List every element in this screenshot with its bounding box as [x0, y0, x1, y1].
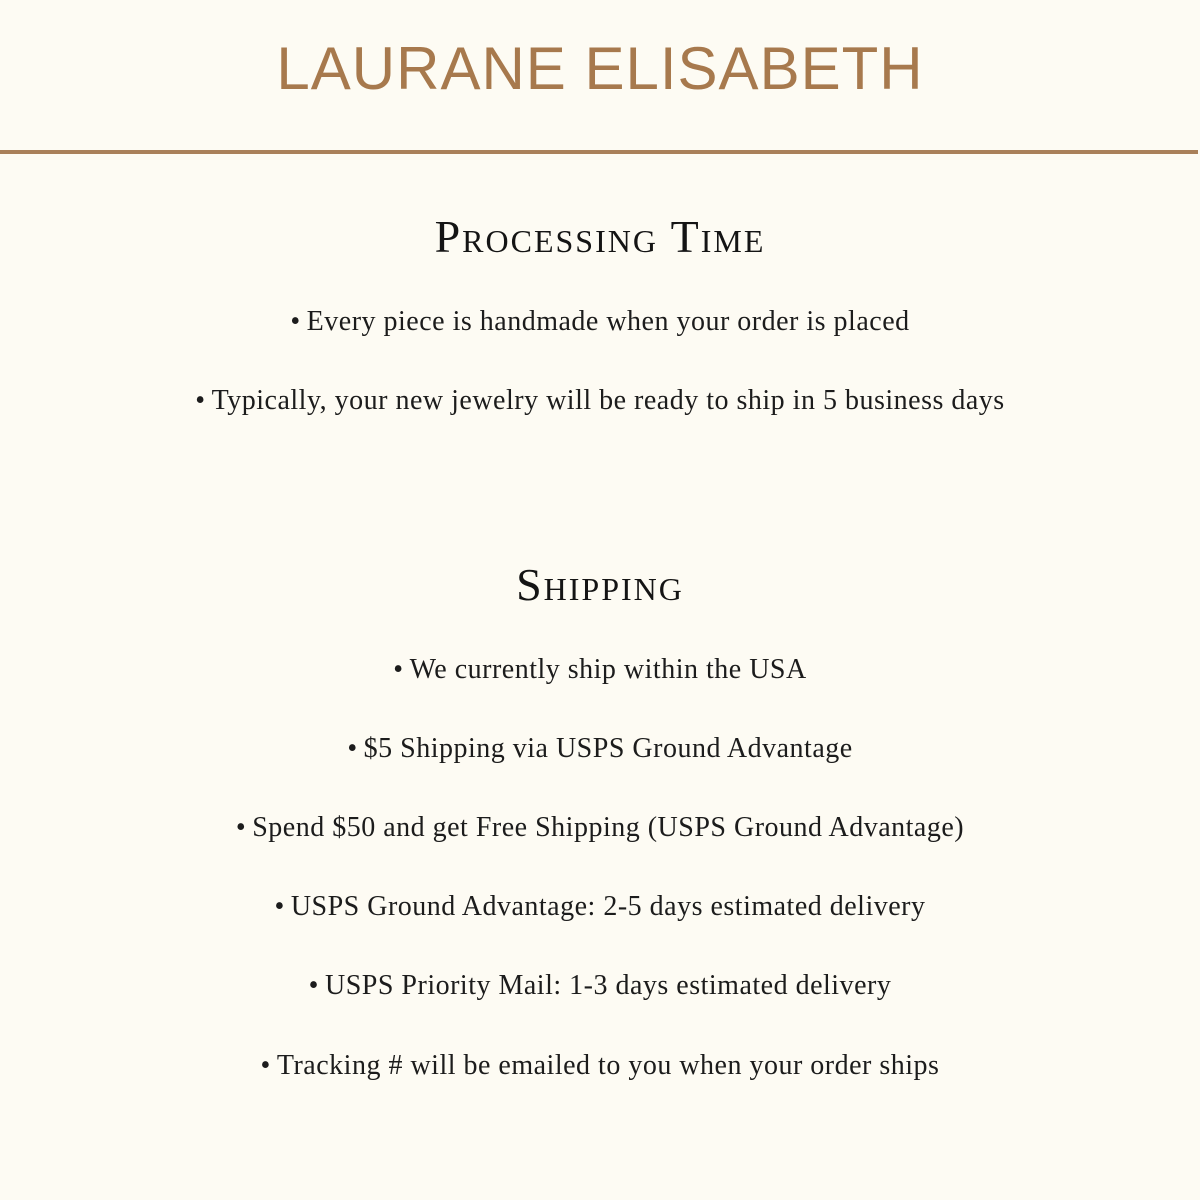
processing-item [0, 384, 1200, 418]
shipping-item [0, 969, 1200, 1003]
shipping-item-text: We currently ship within the USA [409, 654, 807, 685]
bullet-dot: • [347, 733, 358, 764]
processing-item-text: Typically, your new jewelry will be ready to ship in 5 business days [211, 385, 1005, 416]
shipping-heading: Shipping [516, 559, 684, 610]
bullet-dot: • [260, 1050, 271, 1081]
bullet-dot: • [235, 812, 247, 843]
shipping-item-text: Tracking # will be emailed to you when your order ships [276, 1050, 940, 1081]
bullet-dot: • [290, 306, 301, 337]
shipping-item [0, 1049, 1200, 1083]
shipping-item-text: USPS Priority Mail: 1-3 days estimated delivery [324, 970, 892, 1001]
bullet-dot: • [195, 385, 206, 416]
shipping-item [0, 811, 1200, 845]
shipping-item [0, 653, 1200, 687]
bullet-dot: • [274, 891, 285, 922]
processing-time-heading: Processing Time [434, 211, 766, 262]
header-divider [0, 150, 1198, 154]
shipping-item-text: Spend $50 and get Free Shipping (USPS Ground Advantage) [252, 812, 965, 843]
bullet-dot: • [393, 654, 404, 685]
shipping-item [0, 732, 1200, 766]
shipping-item [0, 890, 1200, 924]
processing-item [0, 305, 1200, 339]
processing-item-text: Every piece is handmade when your order is placed [306, 306, 910, 337]
bullet-dot: • [308, 970, 319, 1001]
shipping-item-text: USPS Ground Advantage: 2-5 days estimated delivery [290, 891, 926, 922]
shipping-item-text: $5 Shipping via USPS Ground Advantage [363, 733, 853, 764]
brand-logo-text: LAURANE ELISABETH [276, 35, 924, 102]
